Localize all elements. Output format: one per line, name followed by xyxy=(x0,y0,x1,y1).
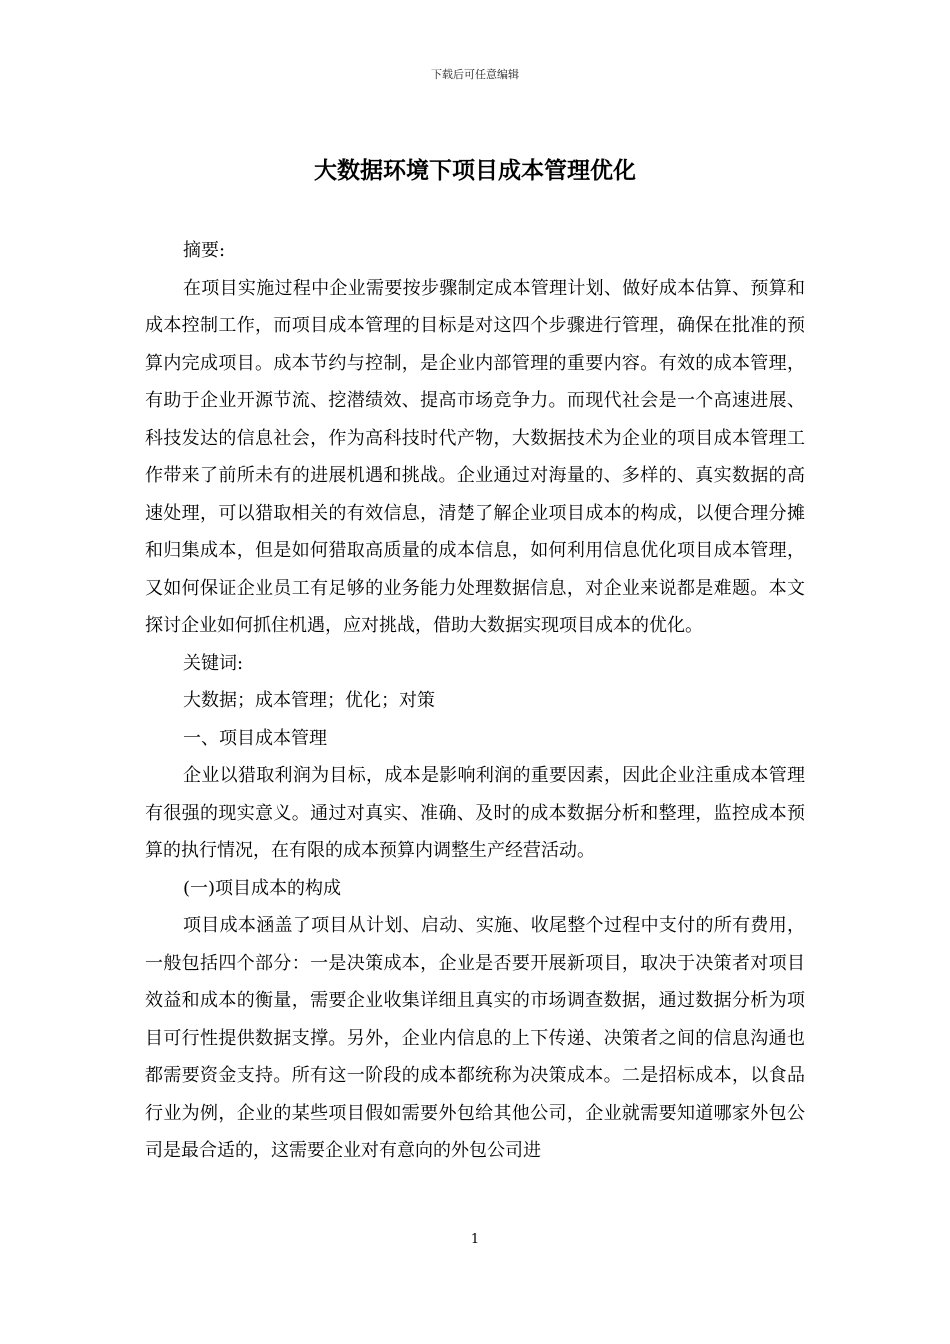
section-heading: 一、项目成本管理 xyxy=(183,727,327,749)
document-body xyxy=(145,232,805,1170)
keywords-label: 关键词: xyxy=(183,652,244,674)
abstract-paragraph: 在项目实施过程中企业需要按步骤制定成本管理计划、做好成本估算、预算和成本控制工作，而项目成本管理的目标是对这四个步骤进行管理，确保在批准的预算内完成项目。成本节约与控制，是企业内部管理的重要内容。有效的成本管理，有助于企业开源节流、挖潜绩效、提高市场竞争力。而现代社会是一个高速进展、科技发达的信息社会，作为高科技时代产物，大数据技术为企业的项目成本管理工作带来了前所未有的进展机遇和挑战。企业通过对海量的、多样的、真实数据的高速处理，可以猎取相关的有效信息，清楚了解企业项目成本的构成，以便合理分摊和归集成本，但是如何猎取高质量的成本信息，如何利用信息优化项目成本管理，又如何保证企业员工有足够的业务能力处理数据信息，对企业来说都是难题。本文探讨企业如何抓住机遇，应对挑战，借助大数据实现项目成本的优化。 xyxy=(145,277,805,636)
document-title: 大数据环境下项目成本管理优化 xyxy=(314,157,636,184)
page-number: 1 xyxy=(470,1232,480,1247)
section-paragraph: 企业以猎取利润为目标，成本是影响利润的重要因素，因此企业注重成本管理有很强的现实意义。通过对真实、准确、及时的成本数据分析和整理，监控成本预算的执行情况，在有限的成本预算内调整生产经营活动。 xyxy=(145,765,805,861)
subsection-paragraph: 项目成本涵盖了项目从计划、启动、实施、收尾整个过程中支付的所有费用，一般包括四个部分：一是决策成本，企业是否要开展新项目，取决于决策者对项目效益和成本的衡量，需要企业收集详细且真实的市场调查数据，通过数据分析为项目可行性提供数据支撑。另外，企业内信息的上下传递、决策者之间的信息沟通也都需要资金支持。所有这一阶段的成本都统称为决策成本。二是招标成本，以食品行业为例，企业的某些项目假如需要外包给其他公司，企业就需要知道哪家外包公司是最合适的，这需要企业对有意向的外包公司进 xyxy=(145,915,805,1161)
page-header: 下载后可任意编辑 xyxy=(431,68,519,81)
keywords-text: 大数据；成本管理；优化；对策 xyxy=(183,690,435,711)
subsection-heading: (一)项目成本的构成 xyxy=(183,877,342,899)
abstract-label: 摘要: xyxy=(183,240,226,261)
